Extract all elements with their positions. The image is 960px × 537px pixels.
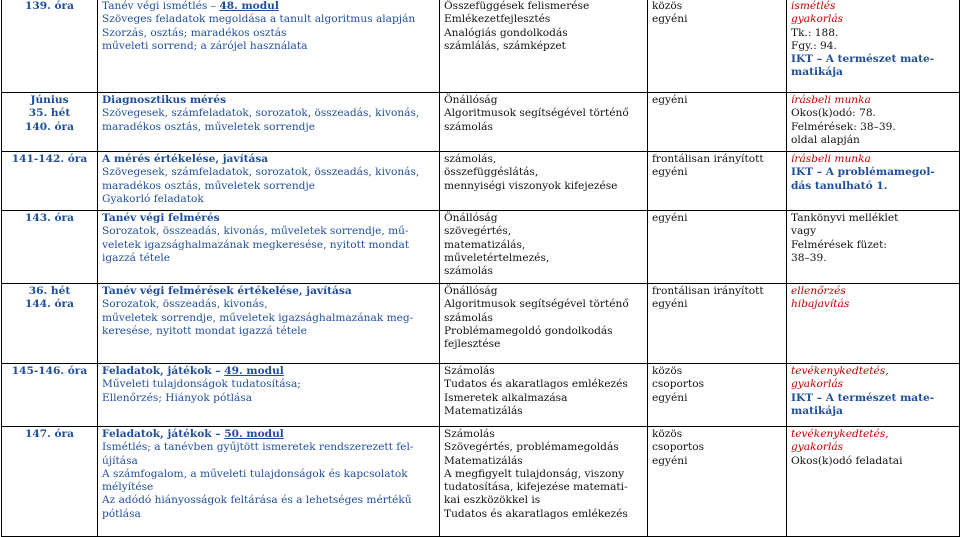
note-line — [791, 392, 955, 405]
table-row — [2, 93, 960, 152]
notes-cell — [787, 211, 960, 284]
skill-line: Önállóság — [444, 285, 498, 297]
note-line — [791, 428, 955, 441]
organization-line: közös — [652, 0, 683, 12]
skill-line: Számolás — [444, 428, 495, 440]
organization-cell — [648, 364, 787, 427]
topic-line — [102, 121, 435, 134]
topic-line-text: maradékos osztás, műveletek sorrendje — [102, 179, 315, 192]
topic-line — [102, 468, 435, 481]
topic-line-text: Feladatok, játékok – — [102, 428, 225, 440]
lesson-number-line: 35. hét — [28, 107, 71, 120]
topic-line — [102, 212, 435, 225]
note-line-text: hibajavítás — [791, 298, 850, 311]
note-line-text: gyakorlás — [791, 13, 844, 26]
note-line-text: Tankönyvi melléklet — [791, 212, 899, 224]
topic-cell — [98, 284, 440, 364]
note-line-text: 38–39. — [791, 251, 827, 264]
note-line — [791, 405, 955, 418]
skill-line: Matematizálás — [444, 404, 523, 417]
notes-cell — [787, 0, 960, 93]
skill-line: mennyiségi viszonyok kifejezése — [444, 179, 618, 192]
module-link[interactable]: 48. modul — [219, 0, 279, 12]
note-line-text: gyakorlás — [791, 378, 844, 391]
topic-line-text: Tanév végi felmérés — [102, 212, 220, 224]
skills-cell — [440, 211, 648, 284]
note-line-text: gyakorlás — [791, 441, 844, 454]
note-line-text: matikája — [791, 66, 843, 79]
topic-cell — [98, 93, 440, 152]
lesson-number-cell — [2, 364, 98, 427]
topic-line-text: maradékos osztás, műveletek sorrendje — [102, 120, 315, 133]
topic-line-text: műveleti sorrend; a zárójel használata — [102, 39, 308, 52]
organization-line: egyéni — [652, 454, 688, 467]
note-line-text: Okos(k)odó: 78. — [791, 107, 876, 120]
topic-line — [102, 225, 435, 238]
skills-cell — [440, 427, 648, 537]
topic-line-text: Diagnosztikus mérés — [102, 94, 227, 106]
skill-line: Emlékezetfejlesztés — [444, 13, 551, 26]
topic-line-text: pótlása — [102, 507, 141, 520]
skill-line: fejlesztése — [444, 338, 501, 351]
skill-line: matematizálás, — [444, 238, 526, 251]
notes-cell — [787, 93, 960, 152]
skill-line: A megfigyelt tulajdonság, viszony — [444, 467, 625, 480]
note-line — [791, 225, 955, 238]
topic-line — [102, 0, 435, 13]
note-line-text: matikája — [791, 404, 843, 417]
note-line — [791, 27, 955, 40]
topic-line — [102, 325, 435, 338]
lesson-number-line: 36. hét — [28, 285, 71, 297]
topic-line — [102, 153, 435, 166]
topic-cell — [98, 152, 440, 211]
topic-line — [102, 180, 435, 193]
note-line — [791, 285, 955, 298]
note-line — [791, 441, 955, 454]
notes-cell — [787, 364, 960, 427]
organization-line: egyéni — [652, 212, 688, 224]
topic-line — [102, 94, 435, 107]
skill-line: Tudatos és akaratlagos emlékezés — [444, 378, 628, 391]
note-line-text: oldal alapján — [791, 133, 860, 146]
skill-line: számolás, — [444, 153, 497, 165]
lesson-number-cell — [2, 284, 98, 364]
topic-line — [102, 378, 435, 391]
skill-line: Szövegértés, problémamegoldás — [444, 441, 619, 454]
module-link[interactable]: 49. modul — [224, 365, 284, 377]
skill-line: Ismeretek alkalmazása — [444, 391, 568, 404]
lesson-number-cell — [2, 427, 98, 537]
organization-cell — [648, 152, 787, 211]
note-line — [791, 365, 955, 378]
note-line — [791, 0, 955, 13]
topic-line-text: igazzá tétele — [102, 251, 171, 264]
skill-line: Analógiás gondolkodás — [444, 26, 568, 39]
note-line — [791, 53, 955, 66]
note-line-text: vagy — [791, 225, 817, 238]
table-row — [2, 211, 960, 284]
topic-line-text: Sorozatok, összeadás, kivonás, műveletek sorrendje, mű- — [102, 225, 409, 238]
note-line-text: írásbeli munka — [791, 153, 871, 165]
topic-line — [102, 107, 435, 120]
topic-line-text: Az adódó hiányosságok feltárása és a lehetséges mértékű — [102, 494, 412, 507]
table-row — [2, 364, 960, 427]
organization-cell — [648, 284, 787, 364]
topic-line-text: Szöveges feladatok megoldása a tanult algoritmus alapján — [102, 13, 416, 26]
organization-line: csoportos — [652, 378, 705, 391]
skill-line: összefüggéslátás, — [444, 166, 539, 179]
skills-cell — [440, 284, 648, 364]
organization-cell — [648, 0, 787, 93]
note-line — [791, 298, 955, 311]
note-line-text: tevékenykedtetés, — [791, 365, 889, 377]
skills-cell — [440, 364, 648, 427]
topic-line — [102, 455, 435, 468]
topic-cell — [98, 211, 440, 284]
topic-line — [102, 312, 435, 325]
note-line — [791, 212, 955, 225]
skill-line: Matematizálás — [444, 454, 523, 467]
note-line — [791, 121, 955, 134]
topic-line — [102, 428, 435, 441]
note-line — [791, 40, 955, 53]
organization-line: egyéni — [652, 166, 688, 179]
organization-cell — [648, 211, 787, 284]
topic-line — [102, 481, 435, 494]
note-line-text: Tk.: 188. — [791, 26, 839, 39]
skill-line: Számolás — [444, 365, 495, 377]
topic-line-text: Tanév végi ismétlés – — [102, 0, 220, 12]
skill-line: kai eszközökkel is — [444, 494, 541, 507]
organization-line: egyéni — [652, 13, 688, 26]
module-link[interactable]: 50. modul — [224, 428, 284, 440]
topic-line — [102, 27, 435, 40]
topic-cell — [98, 0, 440, 93]
organization-line: csoportos — [652, 441, 705, 454]
skills-cell — [440, 93, 648, 152]
table-row — [2, 152, 960, 211]
topic-line — [102, 365, 435, 378]
topic-line — [102, 13, 435, 26]
note-line — [791, 13, 955, 26]
note-line-text: Felmérések füzet: — [791, 238, 887, 251]
lesson-number-line: 139. óra — [24, 0, 74, 12]
note-line-text: ellenőrzés — [791, 285, 846, 297]
topic-line — [102, 441, 435, 454]
note-line-text: írásbeli munka — [791, 94, 871, 106]
note-line — [791, 180, 955, 193]
table-row — [2, 427, 960, 537]
skills-cell — [440, 152, 648, 211]
note-line-text: IKT – A problémamegol- — [791, 166, 935, 179]
organization-cell — [648, 427, 787, 537]
note-line — [791, 455, 955, 468]
table-row — [2, 284, 960, 364]
lesson-number-line: 147. óra — [24, 428, 74, 440]
notes-cell — [787, 152, 960, 211]
skill-line: Önállóság — [444, 212, 498, 224]
note-line — [791, 94, 955, 107]
topic-line-text: Szövegesek, számfeladatok, sorozatok, összeadás, kivonás, — [102, 166, 420, 179]
organization-line: frontálisan irányított — [652, 285, 764, 297]
lesson-number-line: 144. óra — [24, 298, 74, 311]
topic-line — [102, 193, 435, 206]
organization-line: közös — [652, 365, 683, 377]
note-line-text: Felmérések: 38–39. — [791, 120, 896, 133]
skill-line: Önállóság — [444, 94, 498, 106]
lesson-number-cell — [2, 93, 98, 152]
topic-line — [102, 239, 435, 252]
notes-cell — [787, 427, 960, 537]
topic-line-text: Sorozatok, összeadás, kivonás, — [102, 298, 268, 311]
topic-line — [102, 252, 435, 265]
lesson-number-line: Június — [30, 94, 69, 106]
note-line-text: Fgy.: 94. — [791, 39, 837, 52]
lesson-number-cell — [2, 0, 98, 93]
note-line-text: Okos(k)odó feladatai — [791, 454, 903, 467]
topic-cell — [98, 427, 440, 537]
skill-line: Algoritmusok segítségével történő — [444, 298, 629, 311]
lesson-number-cell — [2, 152, 98, 211]
lesson-number-line: 141-142. óra — [11, 153, 88, 165]
topic-line-text: Ismétlés; a tanévben gyűjtött ismeretek rendszerezett fel- — [102, 441, 414, 454]
organization-line: egyéni — [652, 298, 688, 311]
lesson-plan-table — [1, 0, 960, 537]
note-line-text: dás tanulható 1. — [791, 179, 888, 192]
topic-line-text: keresése, nyitott mondat igazzá tétele — [102, 324, 307, 337]
skill-line: Összefüggések felismerése — [444, 0, 590, 12]
topic-line-text: A számfogalom, a műveleti tulajdonságok és kapcsolatok — [102, 467, 408, 480]
note-line — [791, 378, 955, 391]
skill-line: számolás — [444, 311, 493, 324]
topic-line — [102, 285, 435, 298]
note-line — [791, 252, 955, 265]
note-line — [791, 166, 955, 179]
skill-line: számlálás, számképzet — [444, 39, 566, 52]
skill-line: Problémamegoldó gondolkodás — [444, 324, 613, 337]
topic-line-text: Ellenőrzés; Hiányok pótlása — [102, 391, 253, 404]
topic-line — [102, 494, 435, 507]
topic-line-text: veletek igazsághalmazának megkeresése, nyitott mondat — [102, 238, 410, 251]
topic-line-text: mélyítése — [102, 481, 154, 494]
topic-line-text: A mérés értékelése, javítása — [102, 153, 269, 165]
note-line — [791, 66, 955, 79]
note-line — [791, 239, 955, 252]
notes-cell — [787, 284, 960, 364]
lesson-number-cell — [2, 211, 98, 284]
topic-line-text: műveletek sorrendje, műveletek igazsághalmazának meg- — [102, 311, 414, 324]
organization-line: közös — [652, 428, 683, 440]
topic-line — [102, 508, 435, 521]
note-line — [791, 153, 955, 166]
skill-line: tudatosítása, kifejezése matemati- — [444, 481, 628, 494]
topic-line-text: Szorzás, osztás; maradékos osztás — [102, 26, 287, 39]
lesson-number-line: 145-146. óra — [11, 365, 88, 377]
topic-cell — [98, 364, 440, 427]
skills-cell — [440, 0, 648, 93]
topic-line-text: Feladatok, játékok – — [102, 365, 225, 377]
note-line — [791, 134, 955, 147]
skill-line: Tudatos és akaratlagos emlékezés — [444, 507, 628, 520]
lesson-number-line: 143. óra — [24, 212, 74, 224]
note-line-text: IKT – A természet mate- — [791, 53, 935, 66]
note-line-text: IKT – A természet mate- — [791, 391, 935, 404]
topic-line-text: Tanév végi felmérések értékelése, javítása — [102, 285, 352, 297]
topic-line — [102, 298, 435, 311]
organization-line: frontálisan irányított — [652, 153, 764, 165]
skill-line: számolás — [444, 265, 493, 278]
organization-line: egyéni — [652, 391, 688, 404]
note-line-text: ismétlés — [791, 0, 836, 12]
organization-line: egyéni — [652, 94, 688, 106]
note-line — [791, 107, 955, 120]
skill-line: műveletértelmezés, — [444, 251, 550, 264]
topic-line — [102, 166, 435, 179]
topic-line-text: újítása — [102, 454, 138, 467]
skill-line: szövegértés, — [444, 225, 512, 238]
topic-line-text: Műveleti tulajdonságok tudatosítása; — [102, 378, 301, 391]
topic-line-text: Gyakorló feladatok — [102, 192, 204, 205]
topic-line — [102, 40, 435, 53]
skill-line: Algoritmusok segítségével történő — [444, 107, 629, 120]
topic-line-text: Szövegesek, számfeladatok, sorozatok, összeadás, kivonás, — [102, 107, 420, 120]
topic-line — [102, 392, 435, 405]
lesson-number-line: 140. óra — [24, 120, 74, 133]
organization-cell — [648, 93, 787, 152]
note-line-text: tevékenykedtetés, — [791, 428, 889, 440]
table-row — [2, 0, 960, 93]
skill-line: számolás — [444, 120, 493, 133]
